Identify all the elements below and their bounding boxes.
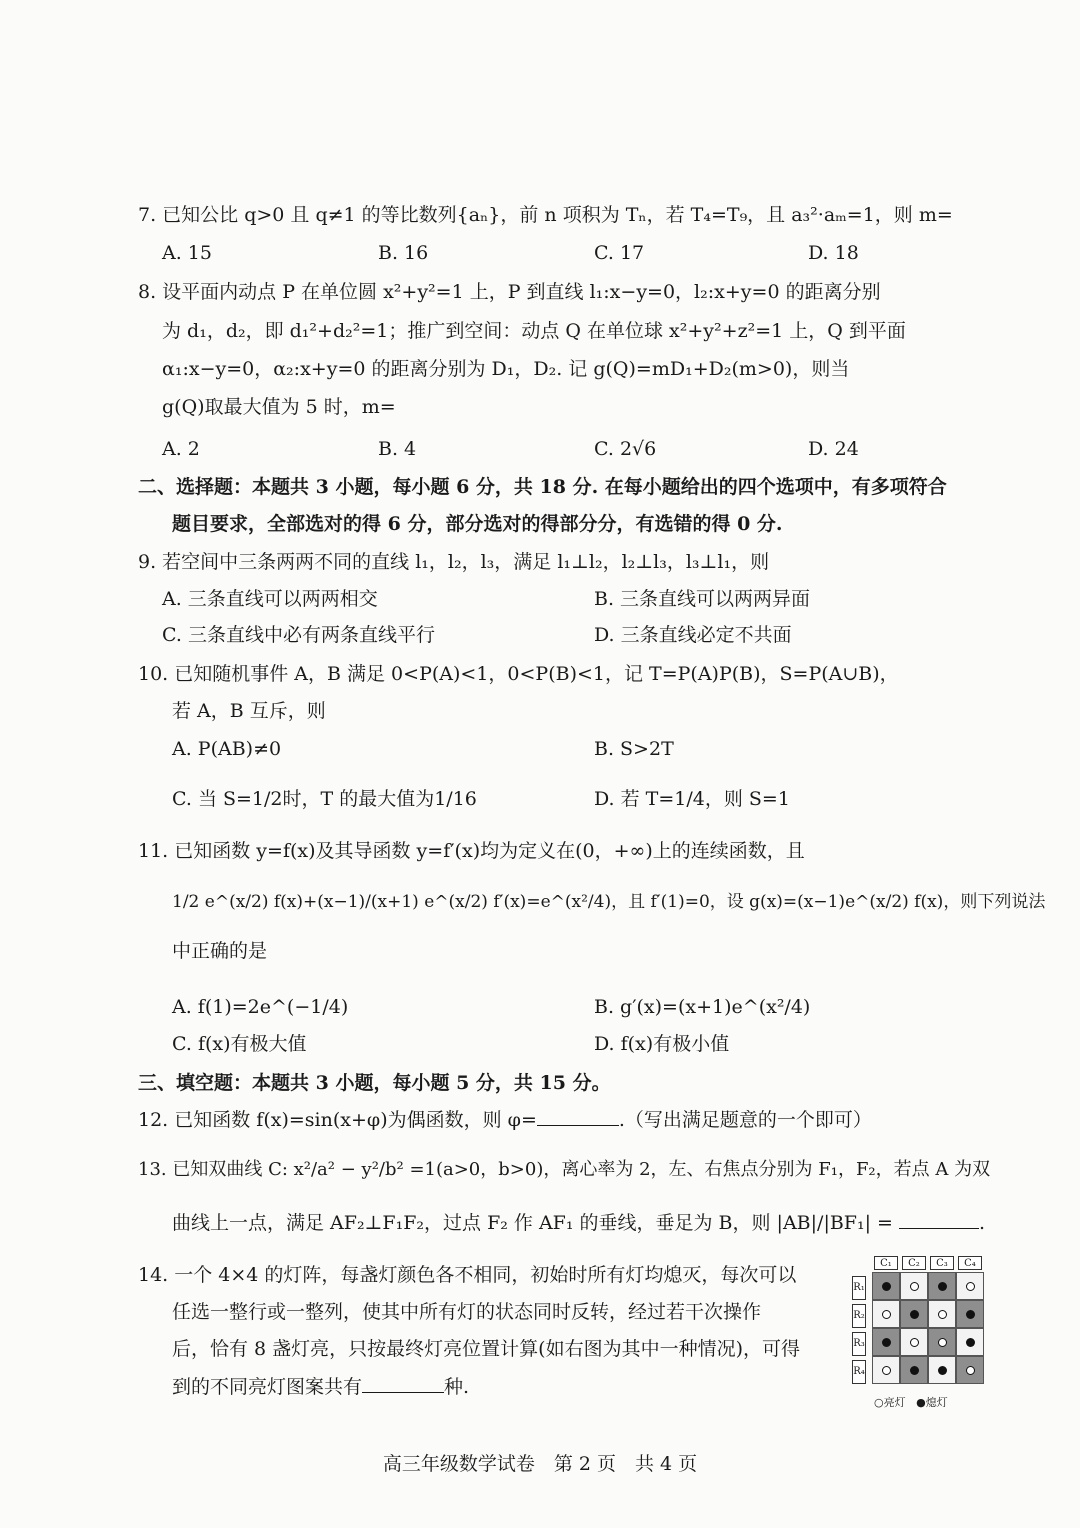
lamp-off-icon	[938, 1366, 947, 1375]
lamp-off-icon	[938, 1282, 947, 1291]
lamp-on-icon	[882, 1310, 891, 1319]
q11-option-b: B. g′(x)=(x+1)e^(x²/4)	[594, 996, 811, 1018]
q10-option-a: A. P(AB)≠0	[172, 738, 282, 760]
q14-tail: 种.	[444, 1376, 470, 1398]
q11-line-1: 11. 已知函数 y=f(x)及其导函数 y=f′(x)均为定义在(0，+∞)上的连续函数，且	[138, 840, 805, 862]
q14-line-2: 任选一整行或一整列，使其中所有灯的状态同时反转，经过若干次操作	[172, 1301, 762, 1323]
lamp-cell	[956, 1356, 984, 1384]
section2-heading-line-2: 题目要求，全部选对的得 6 分，部分选对的得部分分，有选错的得 0 分.	[172, 513, 783, 535]
q10-option-d: D. 若 T=1/4，则 S=1	[594, 788, 790, 810]
q8-line-2: 为 d₁，d₂，即 d₁²+d₂²=1；推广到空间：动点 Q 在单位球 x²+y²+z²=1 上，Q 到平面	[162, 320, 906, 342]
q10-line-1: 10. 已知随机事件 A，B 满足 0<P(A)<1，0<P(B)<1，记 T=P(A)P(B)，S=P(A∪B)，	[138, 663, 899, 685]
q10-option-b: B. S>2T	[594, 738, 674, 760]
lamp-off-icon	[910, 1310, 919, 1319]
q13-line-2-wrap	[172, 1210, 985, 1236]
q14-line-4-wrap	[172, 1374, 469, 1400]
lamp-off-icon	[966, 1310, 975, 1319]
lamp-on-icon	[966, 1282, 975, 1291]
lamp-on-icon	[966, 1366, 975, 1375]
q12-stem: 12. 已知函数 f(x)=sin(x+φ)为偶函数，则 φ=	[138, 1109, 537, 1131]
q11-line-3: 中正确的是	[172, 940, 268, 962]
legend-off: ●熄灯	[916, 1396, 948, 1409]
lamp-cell	[928, 1356, 956, 1384]
q10-option-c: C. 当 S=1/2时，T 的最大值为1/16	[172, 788, 477, 810]
lamp-cell	[900, 1272, 928, 1300]
lamp-cell	[928, 1272, 956, 1300]
q13-answer-blank[interactable]	[899, 1210, 979, 1229]
q12-note: .（写出满足题意的一个即可）	[618, 1109, 872, 1131]
q14-answer-blank[interactable]	[362, 1374, 444, 1393]
grid-col-header: C₃	[930, 1256, 954, 1270]
grid-row-header: R₁	[852, 1276, 866, 1300]
lamp-cell	[928, 1300, 956, 1328]
lamp-cell	[872, 1356, 900, 1384]
q8-line-1: 8. 设平面内动点 P 在单位圆 x²+y²=1 上，P 到直线 l₁:x−y=0，l₂:x+y=0 的距离分别	[138, 281, 881, 303]
q8-option-b: B. 4	[378, 438, 417, 460]
grid-row-header: R₄	[852, 1360, 866, 1384]
lamp-grid-figure	[852, 1256, 982, 1416]
lamp-on-icon	[910, 1338, 919, 1347]
lamp-cell	[900, 1356, 928, 1384]
q9-stem: 9. 若空间中三条两两不同的直线 l₁，l₂，l₃，满足 l₁⊥l₂，l₂⊥l₃，l₃⊥l₁，则	[138, 551, 770, 573]
lamp-cell	[872, 1328, 900, 1356]
q7-option-d: D. 18	[808, 242, 859, 264]
lamp-cell	[956, 1328, 984, 1356]
q13-line-2: 曲线上一点，满足 AF₂⊥F₁F₂，过点 F₂ 作 AF₁ 的垂线，垂足为 B，则 |AB|/|BF₁| =	[172, 1212, 893, 1234]
q9-option-c: C. 三条直线中必有两条直线平行	[162, 624, 435, 646]
q8-line-4: g(Q)取最大值为 5 时，m=	[162, 396, 396, 418]
lamp-off-icon	[966, 1338, 975, 1347]
grid-col-header: C₄	[958, 1256, 982, 1270]
lamp-cell	[956, 1300, 984, 1328]
page-footer: 高三年级数学试卷 第 2 页 共 4 页	[382, 1453, 698, 1475]
lamp-off-icon	[882, 1282, 891, 1291]
legend-on: ○亮灯	[874, 1396, 906, 1409]
q8-option-c: C. 2√6	[594, 438, 657, 460]
lamp-cell	[872, 1300, 900, 1328]
grid-col-header: C₁	[874, 1256, 898, 1270]
lamp-off-icon	[910, 1366, 919, 1375]
q7-option-c: C. 17	[594, 242, 645, 264]
grid-legend	[874, 1394, 948, 1410]
q12-line	[138, 1107, 872, 1133]
lamp-cell	[900, 1328, 928, 1356]
section3-heading: 三、填空题：本题共 3 小题，每小题 5 分，共 15 分。	[138, 1072, 611, 1094]
grid-row-header: R₂	[852, 1304, 866, 1328]
q14-line-1: 14. 一个 4×4 的灯阵，每盏灯颜色各不相同，初始时所有灯均熄灭，每次可以	[138, 1264, 797, 1286]
lamp-cell	[956, 1272, 984, 1300]
lamp-cell	[900, 1300, 928, 1328]
q11-option-d: D. f(x)有极小值	[594, 1033, 730, 1055]
q7-option-a: A. 15	[162, 242, 212, 264]
lamp-on-icon	[882, 1366, 891, 1375]
q14-line-4: 到的不同亮灯图案共有	[172, 1376, 363, 1398]
q13-line-1: 13. 已知双曲线 C: x²/a² − y²/b² =1(a>0，b>0)，离心率为 2，左、右焦点分别为 F₁，F₂，若点 A 为双	[138, 1159, 991, 1180]
q11-line-2: 1/2 e^(x/2) f(x)+(x−1)/(x+1) e^(x/2) f′(x)=e^(x²/4)，且 f′(1)=0，设 g(x)=(x−1)e^(x/2) f(x)，则下列说法	[172, 892, 1046, 912]
lamp-off-icon	[882, 1338, 891, 1347]
q14-line-3: 后，恰有 8 盏灯亮，只按最终灯亮位置计算(如右图为其中一种情况)，可得	[172, 1338, 800, 1360]
lamp-on-icon	[938, 1310, 947, 1319]
q9-option-a: A. 三条直线可以两两相交	[162, 588, 378, 610]
lamp-cell	[872, 1272, 900, 1300]
q8-option-d: D. 24	[808, 438, 859, 460]
q10-line-2: 若 A，B 互斥，则	[172, 700, 326, 722]
grid-col-header: C₂	[902, 1256, 926, 1270]
q7-option-b: B. 16	[378, 242, 429, 264]
section2-heading-line-1: 二、选择题：本题共 3 小题，每小题 6 分，共 18 分. 在每小题给出的四个选项中，有多项符合	[138, 476, 947, 498]
lamp-cell	[928, 1328, 956, 1356]
lamp-on-icon	[910, 1282, 919, 1291]
q8-line-3: α₁:x−y=0，α₂:x+y=0 的距离分别为 D₁，D₂. 记 g(Q)=mD₁+D₂(m>0)，则当	[162, 358, 850, 380]
q11-option-a: A. f(1)=2e^(−1/4)	[172, 996, 349, 1018]
q11-option-c: C. f(x)有极大值	[172, 1033, 307, 1055]
q9-option-d: D. 三条直线必定不共面	[594, 624, 792, 646]
q9-option-b: B. 三条直线可以两两异面	[594, 588, 811, 610]
q7-stem: 7. 已知公比 q>0 且 q≠1 的等比数列{aₙ}，前 n 项积为 Tₙ，若 T₄=T₉，且 a₃²·aₘ=1，则 m=	[138, 204, 953, 226]
q12-answer-blank[interactable]	[537, 1107, 619, 1126]
grid-row-header: R₃	[852, 1332, 866, 1356]
q8-option-a: A. 2	[162, 438, 200, 460]
lamp-on-icon	[938, 1338, 947, 1347]
q13-period: .	[978, 1212, 986, 1234]
